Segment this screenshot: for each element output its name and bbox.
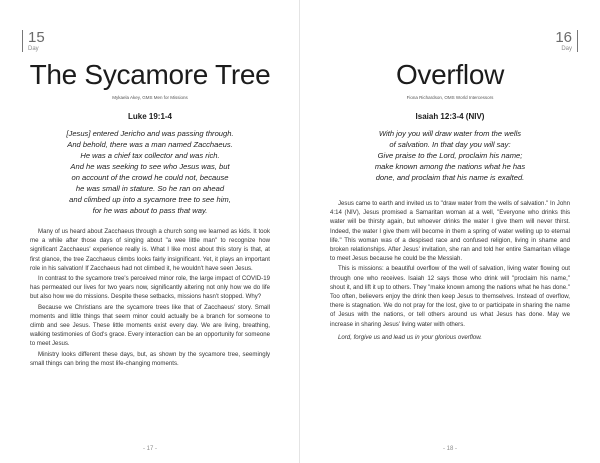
verse-line: for he was about to pass that way. bbox=[92, 206, 208, 215]
verse-line: done, and proclaim that his name is exalted. bbox=[375, 173, 525, 182]
verse-line: And behold, there was a man named Zacchaeus. bbox=[67, 140, 233, 149]
closing-prayer: Lord, forgive us and lead us in your glorious overflow. bbox=[338, 333, 482, 341]
day-label: Day bbox=[561, 46, 572, 52]
day-label: Day bbox=[28, 46, 39, 52]
body-paragraph: Many of us heard about Zacchaeus through a church song we learned as kids. It took me a while after those days of singing about "a wee little man" to recognize how significant Zacchaeus' experience really is. What I like most about this story is that, at first glance, the tree Zacchaeus climbs looks fairly insignificant. Yet, it plays an important role in his salvation! If Zacchaeus had not climbed it, he wouldn't have seen Jesus. bbox=[30, 228, 270, 272]
author-credit: Mykaela Akey, GMS Men for Missions bbox=[112, 95, 188, 100]
scripture-verse bbox=[330, 128, 570, 183]
day-marker bbox=[22, 30, 58, 52]
day-number: 16 bbox=[555, 29, 572, 46]
body-paragraph: Ministry looks different these days, but, as shown by the sycamore tree, seemingly small things can bring the most life-changing moments. bbox=[30, 350, 270, 367]
verse-line: he was small in stature. So he ran on ahead bbox=[75, 184, 225, 193]
verse-line: And he was seeking to see who Jesus was, but bbox=[70, 162, 230, 171]
devotional-body bbox=[330, 199, 570, 343]
verse-line: on account of the crowd he could not, because bbox=[71, 173, 229, 182]
day-number: 15 bbox=[28, 29, 45, 46]
devotional-title: Overflow bbox=[395, 59, 505, 90]
verse-line: and climbed up into a sycamore tree to see him, bbox=[69, 195, 231, 204]
page-number: - 18 - bbox=[442, 446, 457, 452]
body-paragraph: Because we Christians are the sycamore trees like that of Zacchaeus' story. Small moments and little things that seem minor could actually be a branch for someone to climb and see Jesus. These little moments exist every day. We are living, breathing, walking testimonies of God's grace. Every interaction can be an opportunity for someone to meet Jesus. bbox=[30, 303, 270, 348]
scripture-verse bbox=[30, 128, 270, 216]
scripture-reference: Luke 19:1-4 bbox=[127, 112, 173, 121]
verse-line: of salvation. In that day you will say: bbox=[389, 140, 511, 149]
right-page bbox=[300, 0, 600, 463]
verse-line: With joy you will draw water from the wells bbox=[378, 129, 522, 138]
author-credit: Fiona Richardson, OMS World Intercessors bbox=[406, 95, 494, 100]
verse-line: He was a chief tax collector and was rich. bbox=[80, 151, 220, 160]
body-paragraph: Jesus came to earth and invited us to "draw water from the wells of salvation." In John 4:14 (NIV), Jesus promised a Samaritan woman at a well, "Everyone who drinks this water will be thirsty again, but whoever drinks the water I give them will never thirst. Indeed, the water I give them will become in them a spring of water welling up to eternal life." This woman was of a despised race and confused religion, living in shame and broken relationships. After Jesus' invitation, she ran and told her entire Samaritan village to meet Jesus because he could be the Messiah. bbox=[330, 200, 570, 263]
day-marker bbox=[542, 30, 578, 52]
page-number: - 17 - bbox=[142, 446, 157, 452]
body-paragraph: In contrast to the sycamore tree's perceived minor role, the large impact of COVID-19 has permeated our lives for two years now, significantly altering not only how we do life but also how we do missions. Despite these setbacks, missions hasn't stopped. Why? bbox=[30, 275, 270, 301]
verse-line: make known among the nations what he has bbox=[374, 162, 526, 171]
verse-line: [Jesus] entered Jericho and was passing through. bbox=[66, 129, 234, 138]
verse-line: Give praise to the Lord, proclaim his name; bbox=[377, 151, 523, 160]
devotional-body bbox=[30, 227, 270, 369]
body-paragraph: This is missions: a beautiful overflow of the well of salvation, living water flowing out through one who receives. Isaiah 12 says those who drink will "proclaim his name," shout it, and lift it up to others. They "make known among the nations what he has done." Too often, believers enjoy the drink then keep Jesus to themselves. Instead of overflow, there is stagnation. We do not pray for the lost, give to or participate in sharing the name of Jesus with the nations, or tell others around us what Jesus has done. May we increase in sharing Jesus' living water with others. bbox=[330, 265, 570, 328]
scripture-reference: Isaiah 12:3-4 (NIV) bbox=[415, 112, 485, 121]
devotional-title: The Sycamore Tree bbox=[29, 59, 271, 90]
